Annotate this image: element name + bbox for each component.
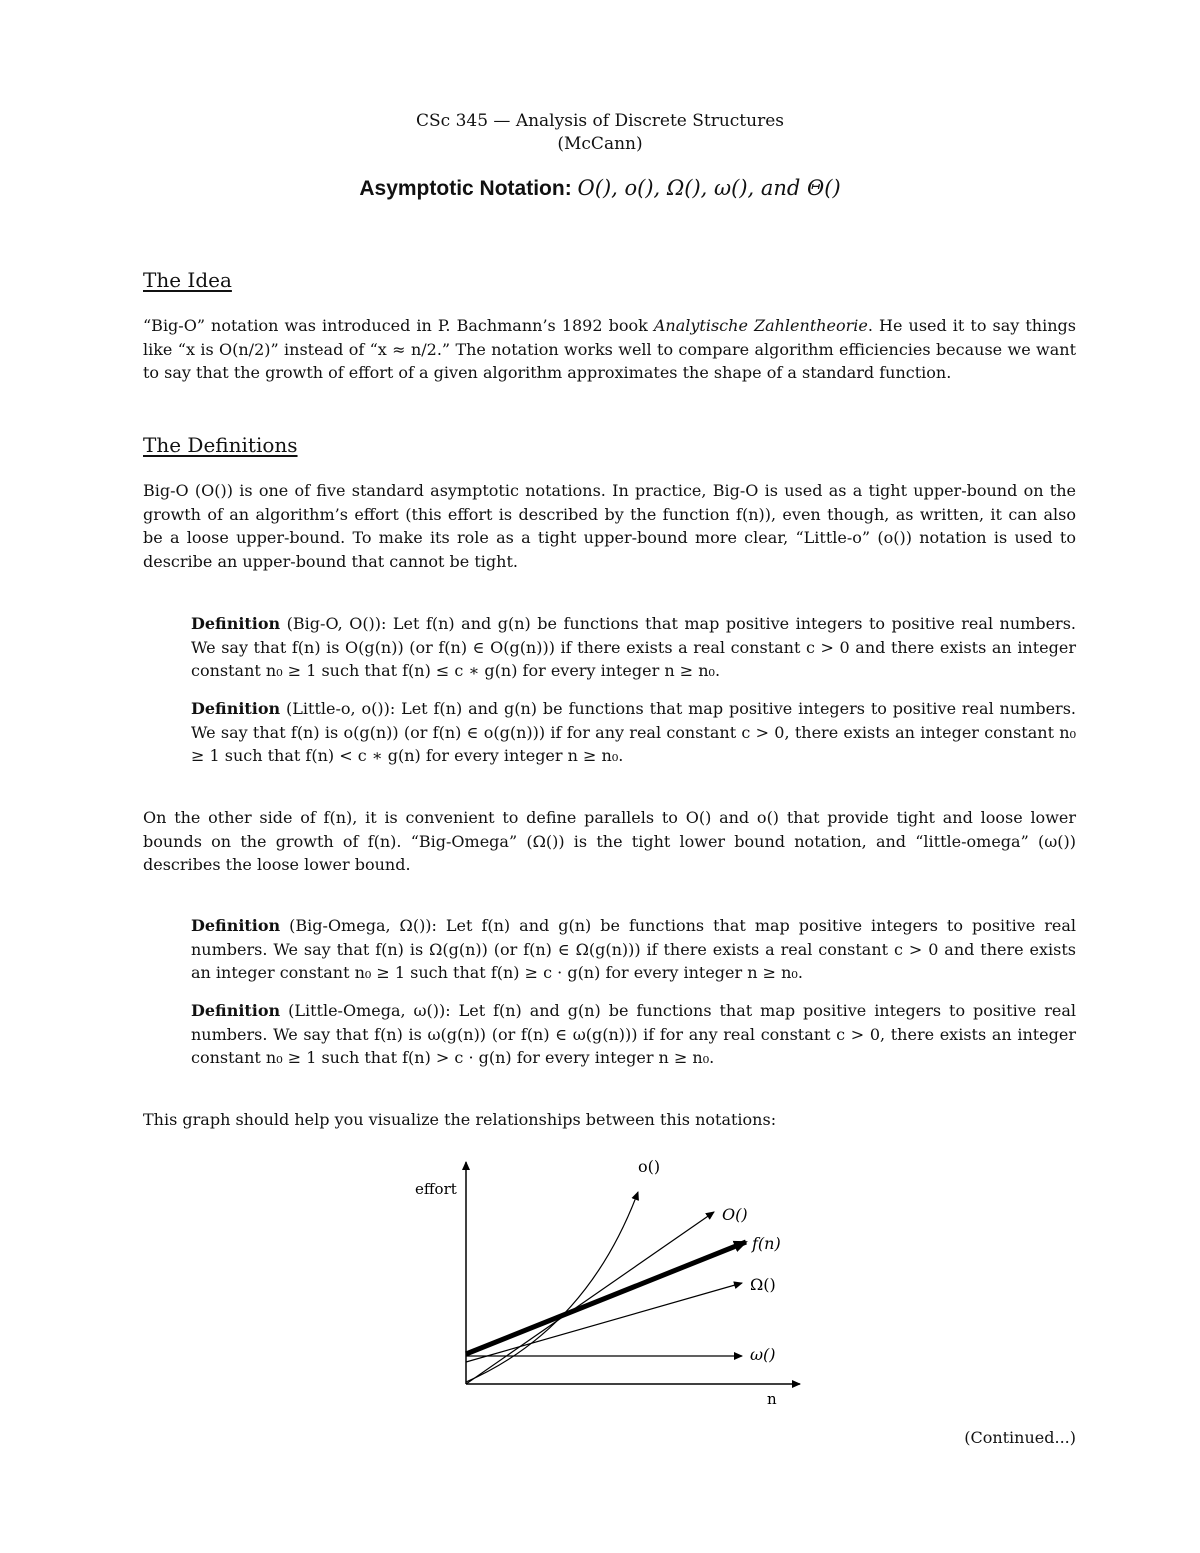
- section-heading-idea: The Idea: [143, 268, 232, 292]
- definition-label: Definition: [191, 916, 281, 935]
- section-heading-definitions: The Definitions: [143, 433, 298, 457]
- little-omega-label: ω(): [750, 1345, 776, 1364]
- definition-big-o: [191, 612, 1076, 683]
- big-omega-label: Ω(): [750, 1275, 776, 1294]
- book-title: Analytische Zahlentheorie: [653, 316, 868, 335]
- definition-label: Definition: [191, 1001, 281, 1020]
- little-o-label: o(): [638, 1157, 661, 1176]
- asymptotic-graph: [400, 1150, 820, 1410]
- definitions-intro-paragraph: Big-O (O()) is one of five standard asymptotic notations. In practice, Big-O is used as a tight upper-bound on the growth of an algorithm’s effort (this effort is described by the function f(n)), even though, as written, it can also be a loose upper-bound. To make its role as a tight upper-bound more clear, “Little-o” (o()) notation is used to describe an upper-bound that cannot be tight.: [143, 481, 1076, 571]
- definition-label: Definition: [191, 699, 281, 718]
- definition-text: (Little-Omega, ω()): Let f(n) and g(n) be functions that map positive integers to positive real numbers. We say that f(n) is ω(g(n)) (or f(n) ∈ ω(g(n))) if for any real constant c > 0, there exists an integer constant n₀ ≥ 1 such that f(n) > c · g(n) for every integer n ≥ n₀.: [191, 1001, 1076, 1067]
- big-omega-line: [466, 1283, 742, 1362]
- continued-note: (Continued...): [964, 1428, 1076, 1447]
- little-o-curve: [466, 1192, 638, 1382]
- idea-text-a: “Big-O” notation was introduced in P. Bachmann’s 1892 book: [143, 316, 654, 335]
- definition-text: (Big-Omega, Ω()): Let f(n) and g(n) be functions that map positive integers to positive real numbers. We say that f(n) is Ω(g(n)) (or f(n) ∈ Ω(g(n))) if there exists a real constant c > 0 and there exists an integer constant n₀ ≥ 1 such that f(n) ≥ c · g(n) for every integer n ≥ n₀.: [191, 916, 1076, 982]
- instructor-line: (McCann): [557, 134, 643, 154]
- f-n-label: f(n): [752, 1234, 781, 1253]
- definition-label: Definition: [191, 614, 281, 633]
- definition-big-omega: [191, 914, 1076, 985]
- title-notations: O(), o(), Ω(), ω(), and Θ(): [577, 176, 841, 200]
- idea-paragraph: [143, 314, 1076, 385]
- x-axis-label: n: [767, 1390, 777, 1408]
- idea-text-b: . He used it to say things like “x is O(n/2)” instead of “x ≈ n/2.” The notation works well to compare algorithm efficiencies because we want to say that the growth of effort of a given algorithm approximates the shape of a standard function.: [143, 316, 1076, 382]
- big-o-label: O(): [722, 1205, 748, 1224]
- graph-intro: This graph should help you visualize the relationships between this notations:: [143, 1110, 777, 1129]
- definition-little-o: [191, 697, 1076, 768]
- course-line: CSc 345 — Analysis of Discrete Structures: [415, 111, 784, 131]
- lower-bounds-paragraph: On the other side of f(n), it is convenient to define parallels to O() and o() that provide tight and loose lower bounds on the growth of f(n). “Big-Omega” (Ω()) is the tight lower bound notation, and “little-omega” (ω()) describes the loose lower bound.: [143, 808, 1076, 874]
- definition-text: (Big-O, O()): Let f(n) and g(n) be functions that map positive integers to positive real numbers. We say that f(n) is O(g(n)) (or f(n) ∈ O(g(n))) if there exists a real constant c > 0 and there exists an integer constant n₀ ≥ 1 such that f(n) ≤ c ∗ g(n) for every integer n ≥ n₀.: [191, 614, 1076, 680]
- title-prefix: Asymptotic Notation:: [359, 177, 572, 200]
- definition-little-omega: [191, 999, 1076, 1070]
- big-o-line: [466, 1212, 714, 1384]
- definition-text: (Little-o, o()): Let f(n) and g(n) be functions that map positive integers to positive real numbers. We say that f(n) is o(g(n)) (or f(n) ∈ o(g(n))) if for any real constant c > 0, there exists an integer constant n₀ ≥ 1 such that f(n) < c ∗ g(n) for every integer n ≥ n₀.: [191, 699, 1076, 765]
- y-axis-label: effort: [415, 1180, 457, 1198]
- page-title: [0, 176, 1200, 201]
